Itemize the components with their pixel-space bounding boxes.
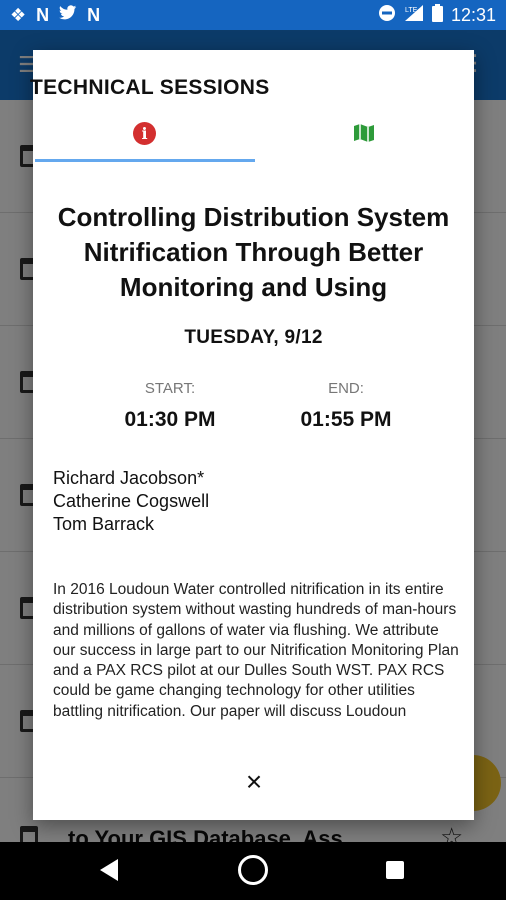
tab-indicator — [35, 159, 255, 162]
close-button[interactable]: × — [245, 766, 263, 797]
start-time: 01:30 PM — [124, 408, 216, 431]
end-label: END: — [328, 380, 364, 397]
n-icon: N — [87, 4, 101, 25]
tab-info[interactable] — [35, 110, 255, 162]
n-icon: N — [36, 4, 50, 25]
info-icon: i — [133, 122, 156, 145]
svg-text:LTE: LTE — [404, 6, 418, 14]
signal-icon — [404, 4, 424, 27]
do-not-disturb-icon — [378, 4, 396, 27]
battery-icon — [432, 4, 443, 27]
twitter-icon — [59, 5, 77, 26]
speaker-list — [53, 467, 209, 536]
session-title: Controlling Distribution System Nitrification Through Better Monitoring and Using — [57, 202, 450, 302]
end-time: 01:55 PM — [300, 408, 392, 431]
home-icon[interactable] — [238, 855, 268, 885]
back-icon[interactable] — [100, 859, 118, 881]
tab-map[interactable] — [255, 110, 474, 162]
speaker-name: Tom Barrack — [53, 514, 155, 534]
dialog-title: TECHNICAL SESSIONS — [30, 76, 270, 99]
notification-icons — [10, 5, 100, 26]
system-icons — [378, 4, 496, 27]
dropbox-icon: ❖ — [10, 4, 27, 25]
session-day: TUESDAY, 9/12 — [184, 327, 323, 348]
status-bar — [0, 0, 506, 30]
speaker-name: Catherine Cogswell — [53, 491, 210, 511]
map-icon — [353, 122, 375, 149]
recent-apps-icon[interactable] — [386, 861, 404, 879]
speaker-name: Richard Jacobson* — [53, 468, 205, 488]
clock: 12:31 — [450, 4, 496, 25]
session-abstract[interactable]: In 2016 Loudoun Water controlled nitrification in its entire distribution system without wasting hundreds of man-hours and millions of gallons of water via flushing. We attribute our success in large part to our Nitrification Monitoring Plan and a PAX RCS pilot at our Dulles South WST. PAX RCS could be game changing technology for other utilities battling nitrification. Our paper will discuss Loudoun — [53, 581, 459, 720]
start-label: START: — [144, 380, 196, 397]
